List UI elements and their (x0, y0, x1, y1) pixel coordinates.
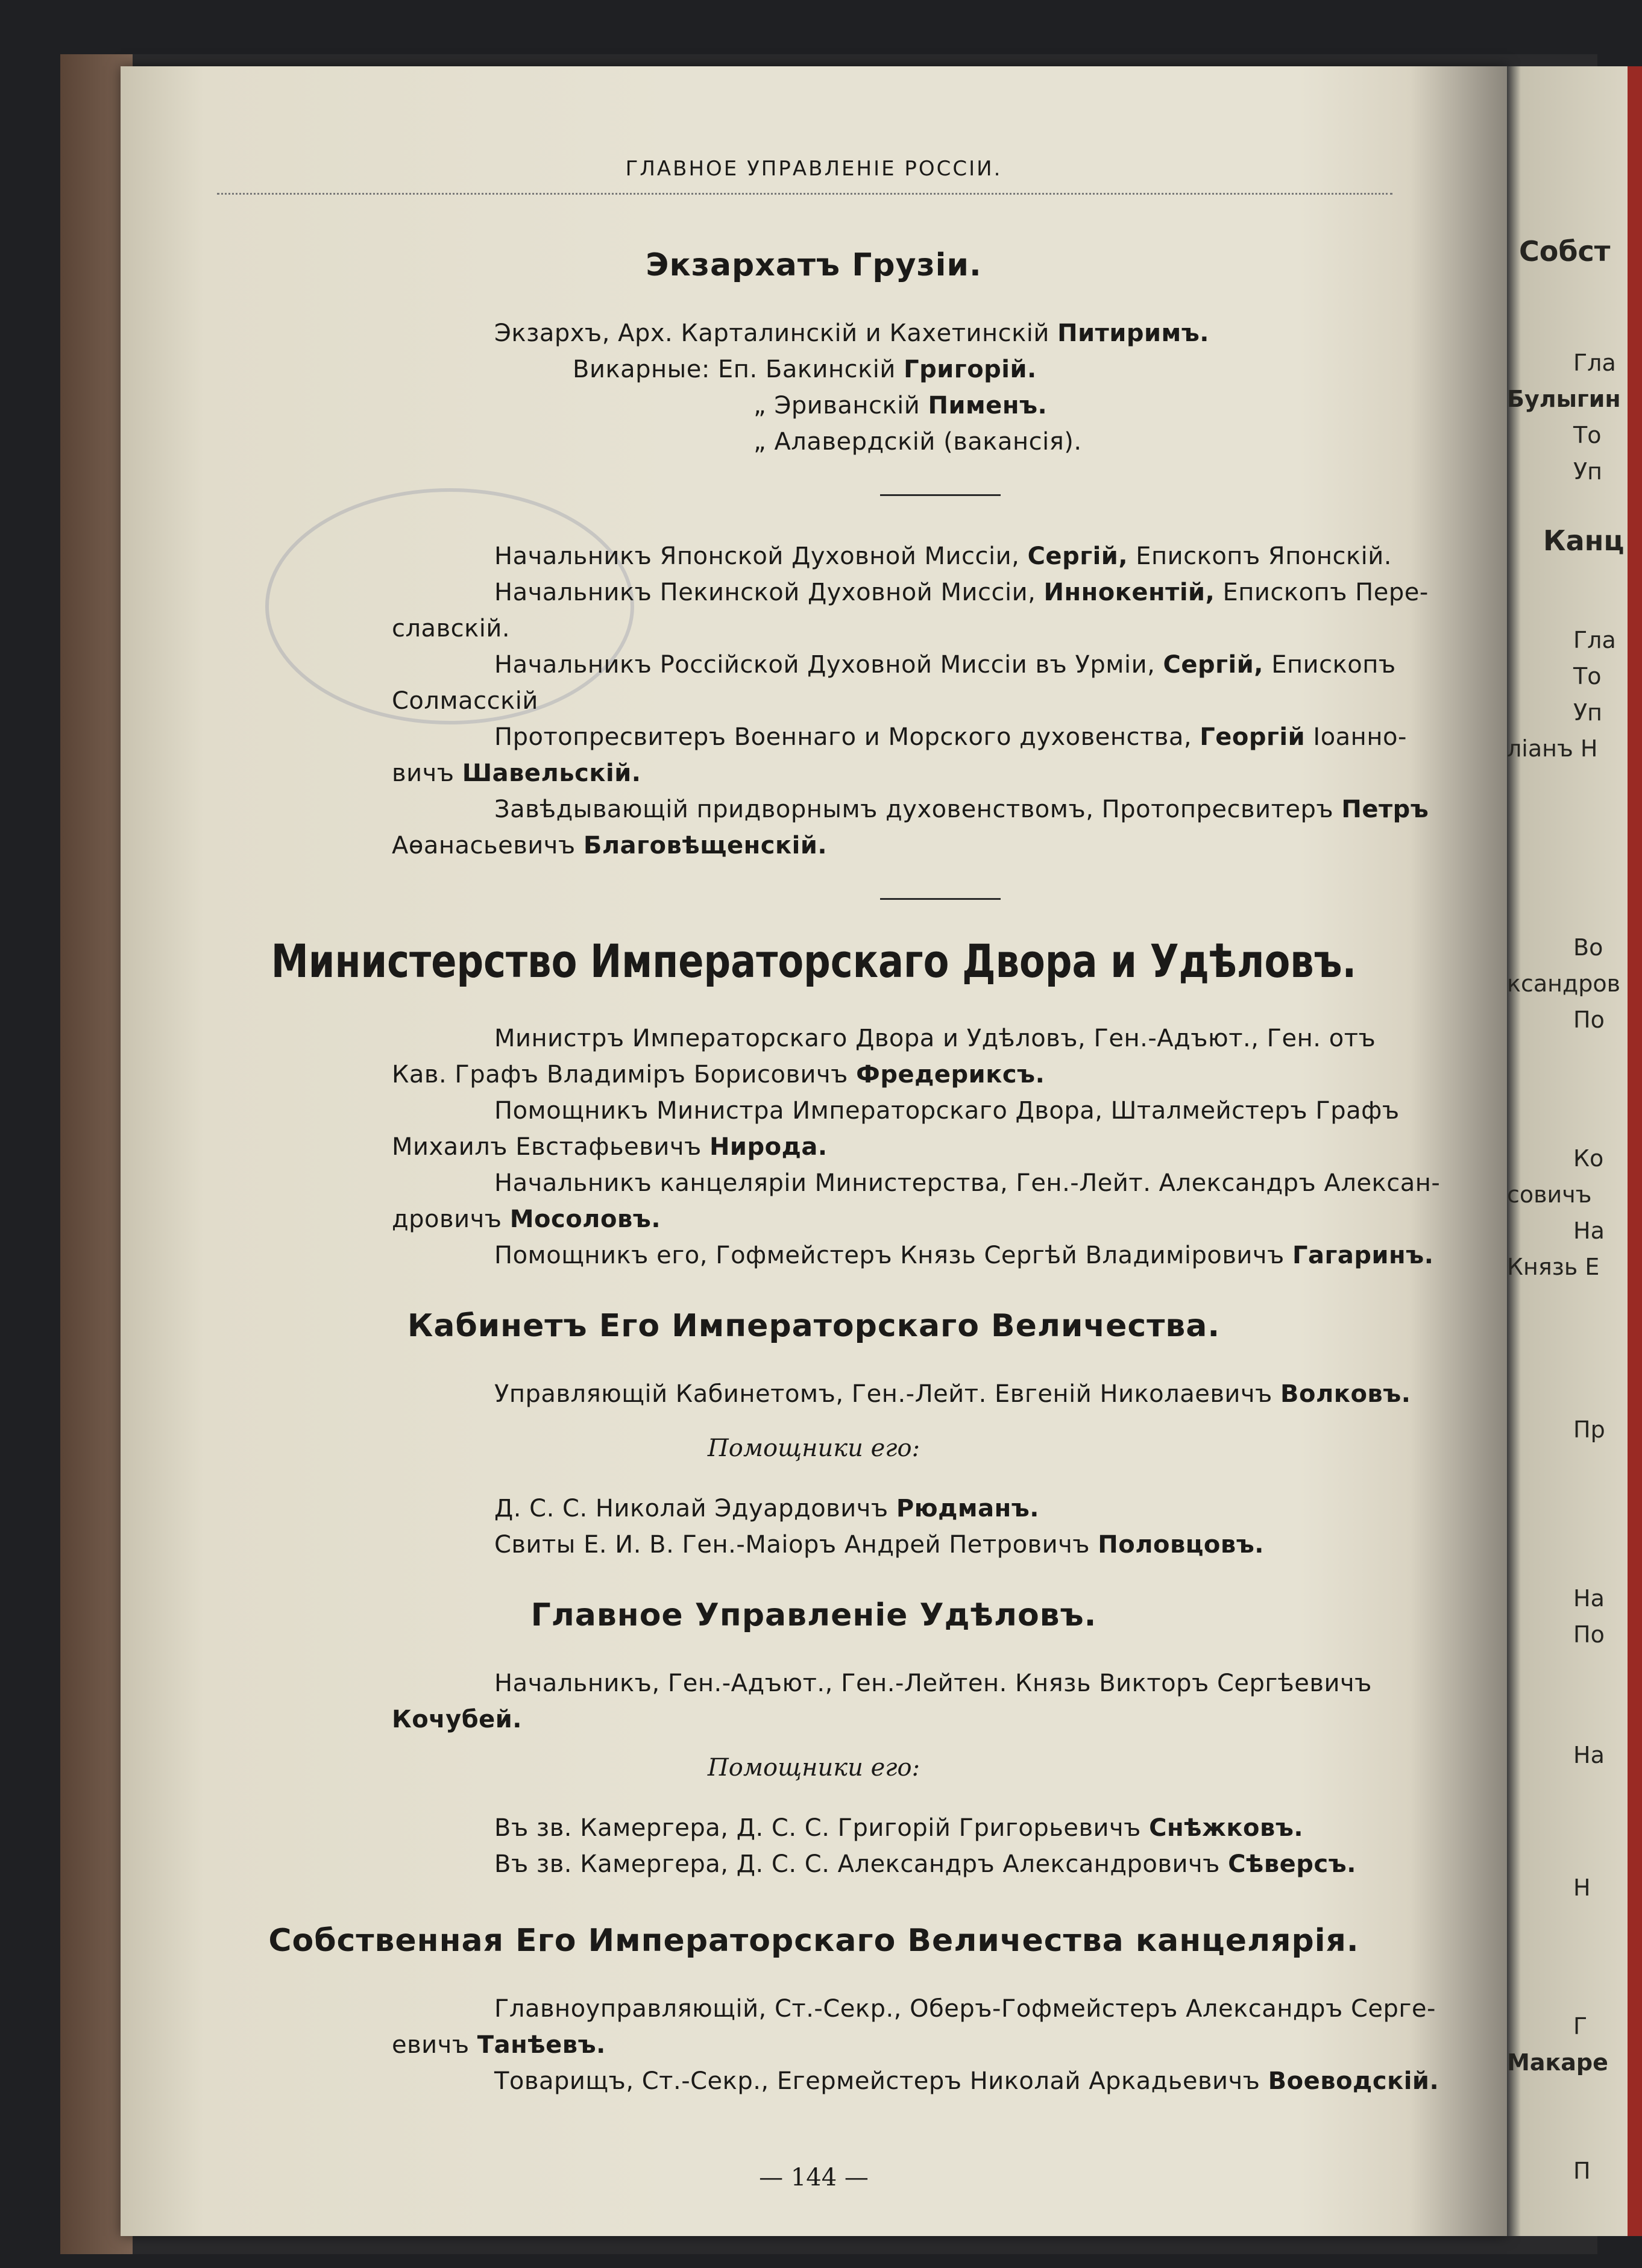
cabinet-helper-1: Д. С. С. Николай Эдуардовичъ Рюдманъ. (494, 1495, 1039, 1522)
right-fragment: По (1573, 1621, 1605, 1648)
mission-peking: Начальникъ Пекинской Духовной Миссіи, Иннокентій, Епископъ Пере- (494, 579, 1429, 606)
assistant-minister-line: Помощникъ Министра Императорскаго Двора, Шталмейстеръ Графъ (494, 1097, 1400, 1125)
court-clergy-cont: Аѳанасьевичъ Благовѣщенскій. (392, 832, 828, 859)
right-fragment: Г (1573, 2013, 1588, 2040)
minister-line-cont: Кав. Графъ Владиміръ Борисовичъ Фредериксъ. (392, 1061, 1045, 1088)
protopresbyter-military-cont: вичъ Шавельскій. (392, 759, 641, 787)
right-fragment: Булыгин (1507, 386, 1621, 412)
right-fragment: Князь Е (1507, 1254, 1600, 1280)
vicar-line-1: Викарные: Еп. Бакинскій Григорій. (573, 356, 1037, 383)
mission-urmia: Начальникъ Россійской Духовной Миссіи въ Урміи, Сергій, Епископъ (494, 651, 1396, 679)
mission-urmia-cont: Солмасскій (392, 687, 538, 715)
section-title-chancery: Собственная Его Императорскаго Величества канцелярія. (268, 1923, 1359, 1959)
right-fragment: Н (1573, 1874, 1591, 1901)
right-fragment: ліанъ Н (1507, 735, 1598, 762)
running-header: ГЛАВНОЕ УПРАВЛЕНІЕ РОССІИ. (625, 157, 1002, 181)
chancery-chief: Главноуправляющій, Ст.-Секр., Оберъ-Гофмейстеръ Александръ Серге- (494, 1995, 1436, 2023)
book-page-left (121, 66, 1507, 2236)
right-fragment: Гла (1573, 350, 1616, 376)
right-fragment: Макаре (1507, 2049, 1608, 2076)
red-book-cover-edge (1628, 66, 1642, 2236)
right-fragment: ксандров (1507, 970, 1621, 997)
vicar-line-3: „ Алавердскій (вакансія). (753, 428, 1082, 456)
right-fragment: Уп (1573, 458, 1603, 485)
right-fragment: Гла (1573, 627, 1616, 653)
cabinet-helpers-heading: Помощники его: (707, 1434, 920, 1462)
right-fragment: По (1573, 1007, 1605, 1033)
protopresbyter-military: Протопресвитеръ Военнаго и Морского духовенства, Георгій Іоанно- (494, 723, 1407, 751)
appanages-helper-1: Въ зв. Камергера, Д. С. С. Григорій Григорьевичъ Снѣжковъ. (494, 1814, 1304, 1842)
right-fragment: Пр (1573, 1416, 1605, 1443)
right-fragment: На (1573, 1585, 1605, 1612)
right-fragment: Собст (1519, 235, 1611, 268)
section-title-exarchate: Экзархатъ Грузіи. (646, 247, 982, 283)
right-fragment: На (1573, 1217, 1605, 1244)
chancery-deputy: Товарищъ, Ст.-Секр., Егермейстеръ Николай Аркадьевичъ Воеводскій. (494, 2067, 1439, 2095)
mission-japan: Начальникъ Японской Духовной Миссіи, Сергій, Епископъ Японскій. (494, 542, 1392, 570)
cabinet-helper-2: Свиты Е. И. В. Ген.-Маіоръ Андрей Петровичъ Половцовъ. (494, 1531, 1264, 1559)
page-number: — 144 — (759, 2164, 869, 2191)
chancery-head-cont: дровичъ Мосоловъ. (392, 1205, 661, 1233)
chancery-head-line: Начальникъ канцеляріи Министерства, Ген.-Лейт. Александръ Алексан- (494, 1169, 1441, 1197)
appanages-head-name: Кочубей. (392, 1706, 522, 1733)
appanages-helper-2: Въ зв. Камергера, Д. С. С. Александръ Александровичъ Сѣверсъ. (494, 1850, 1356, 1878)
right-fragment: На (1573, 1742, 1605, 1768)
separator-rule (880, 494, 1001, 496)
header-rule (217, 193, 1392, 195)
right-fragment: То (1573, 422, 1602, 448)
book-page-right-fragment (1507, 66, 1642, 2236)
right-fragment: Уп (1573, 699, 1603, 726)
appanages-head: Начальникъ, Ген.-Адъют., Ген.-Лейтен. Князь Викторъ Сергѣевичъ (494, 1670, 1372, 1697)
minister-line: Министръ Императорскаго Двора и Удѣловъ, Ген.-Адъют., Ген. отъ (494, 1025, 1376, 1052)
assistant-minister-cont: Михаилъ Евстафьевичъ Нирода. (392, 1133, 828, 1161)
mission-peking-cont: славскій. (392, 615, 511, 642)
cabinet-manager: Управляющій Кабинетомъ, Ген.-Лейт. Евгеній Николаевичъ Волковъ. (494, 1380, 1411, 1408)
appanages-helpers-heading: Помощники его: (707, 1754, 920, 1782)
right-fragment: Во (1573, 934, 1603, 961)
right-fragment: Ко (1573, 1145, 1604, 1172)
exarch-line: Экзархъ, Арх. Карталинскій и Кахетинскій Питиримъ. (494, 319, 1209, 347)
right-fragment: П (1573, 2158, 1591, 2184)
vicar-line-2: „ Эриванскій Пименъ. (753, 392, 1048, 419)
section-title-appanages: Главное Управленіе Удѣловъ. (530, 1597, 1097, 1633)
right-fragment: То (1573, 663, 1602, 690)
section-title-cabinet: Кабинетъ Его Императорскаго Величества. (407, 1308, 1221, 1344)
right-fragment: Канц (1543, 524, 1625, 557)
chancery-assistant-line: Помощникъ его, Гофмейстеръ Князь Сергѣй Владиміровичъ Гагаринъ. (494, 1242, 1434, 1269)
right-fragment: совичъ (1507, 1181, 1592, 1208)
ministry-title: Министерство Императорскаго Двора и Удѣловъ. (271, 934, 1357, 988)
separator-rule (880, 898, 1001, 900)
chancery-chief-cont: евичъ Танѣевъ. (392, 2031, 606, 2059)
court-clergy: Завѣдывающій придворнымъ духовенствомъ, Протопресвитеръ Петръ (494, 796, 1429, 823)
